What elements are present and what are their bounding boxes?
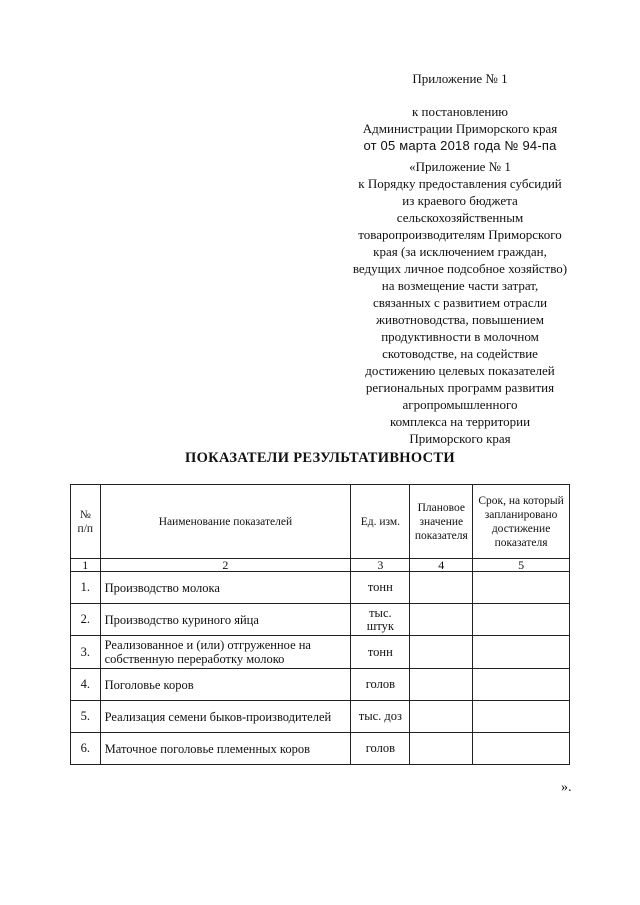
appendix-line: агропромышленного xyxy=(402,397,518,412)
header-term: Срок, на который запланировано достижение показателя xyxy=(473,485,570,559)
row-term-cell xyxy=(473,604,570,636)
table-row xyxy=(71,604,570,636)
row-unit: тыс. штук xyxy=(351,604,410,636)
table-row xyxy=(71,701,570,733)
row-plan-cell xyxy=(410,669,473,701)
row-num: 4. xyxy=(71,669,101,701)
appendix-line: комплекса на территории xyxy=(389,414,531,429)
appendix-line: скотоводстве, на содействие xyxy=(382,346,538,361)
row-plan-cell xyxy=(410,572,473,604)
header-plan: Плановое значение показателя xyxy=(410,485,473,559)
row-name: Производство куриного яйца xyxy=(100,604,351,636)
header-num: № п/п xyxy=(71,485,101,559)
column-number-row xyxy=(71,559,570,572)
appendix-line: связанных с развитием отрасли xyxy=(372,295,548,310)
indicators-table xyxy=(70,484,570,765)
col-number: 5 xyxy=(473,559,570,572)
appendix-line: ведущих личное подсобное хозяйство) xyxy=(352,261,568,276)
row-num: 5. xyxy=(71,701,101,733)
closing-quote-mark: ». xyxy=(561,780,572,795)
row-num: 6. xyxy=(71,733,101,765)
row-unit: тонн xyxy=(351,636,410,669)
appendix-line: Администрации Приморского края xyxy=(362,121,558,136)
row-term-cell xyxy=(473,701,570,733)
header-unit: Ед. изм. xyxy=(351,485,410,559)
col-number: 4 xyxy=(410,559,473,572)
row-term-cell xyxy=(473,733,570,765)
row-term-cell xyxy=(473,572,570,604)
appendix-line: Приложение № 1 xyxy=(412,71,508,86)
row-num: 1. xyxy=(71,572,101,604)
appendix-header xyxy=(330,70,590,447)
appendix-line: региональных программ развития xyxy=(365,380,555,395)
row-name: Маточное поголовье племенных коров xyxy=(100,733,351,765)
appendix-line: сельскохозяйственным xyxy=(396,210,524,225)
appendix-line: товаропроизводителям Приморского xyxy=(358,227,562,242)
row-unit: голов xyxy=(351,733,410,765)
table-header-row xyxy=(71,485,570,559)
table-row xyxy=(71,636,570,669)
appendix-line: к постановлению xyxy=(411,104,509,119)
appendix-line: края (за исключением граждан, xyxy=(373,244,547,259)
row-name: Поголовье коров xyxy=(100,669,351,701)
row-unit: тонн xyxy=(351,572,410,604)
row-plan-cell xyxy=(410,733,473,765)
row-unit: голов xyxy=(351,669,410,701)
row-name: Реализация семени быков-производителей xyxy=(100,701,351,733)
appendix-line: на возмещение части затрат, xyxy=(381,278,539,293)
col-number: 2 xyxy=(100,559,351,572)
document-title: ПОКАЗАТЕЛИ РЕЗУЛЬТАТИВНОСТИ xyxy=(185,450,455,466)
col-number: 3 xyxy=(351,559,410,572)
table-row xyxy=(71,733,570,765)
row-term-cell xyxy=(473,636,570,669)
decree-date-line: от 05 марта 2018 года № 94-па xyxy=(363,138,557,153)
table-row xyxy=(71,669,570,701)
row-plan-cell xyxy=(410,701,473,733)
appendix-line: Приморского края xyxy=(409,431,511,446)
appendix-line: продуктивности в молочном xyxy=(381,329,539,344)
col-number: 1 xyxy=(71,559,101,572)
appendix-line: достижению целевых показателей xyxy=(365,363,555,378)
row-name: Реализованное и (или) отгруженное на собственную переработку молоко xyxy=(100,636,351,669)
appendix-line: к Порядку предоставления субсидий xyxy=(358,176,562,191)
appendix-line: «Приложение № 1 xyxy=(409,159,511,174)
row-num: 2. xyxy=(71,604,101,636)
row-num: 3. xyxy=(71,636,101,669)
row-plan-cell xyxy=(410,604,473,636)
appendix-line: животноводства, повышением xyxy=(376,312,544,327)
row-name: Производство молока xyxy=(100,572,351,604)
row-term-cell xyxy=(473,669,570,701)
appendix-line: из краевого бюджета xyxy=(402,193,518,208)
table-row xyxy=(71,572,570,604)
header-name: Наименование показателей xyxy=(100,485,351,559)
row-unit: тыс. доз xyxy=(351,701,410,733)
row-plan-cell xyxy=(410,636,473,669)
